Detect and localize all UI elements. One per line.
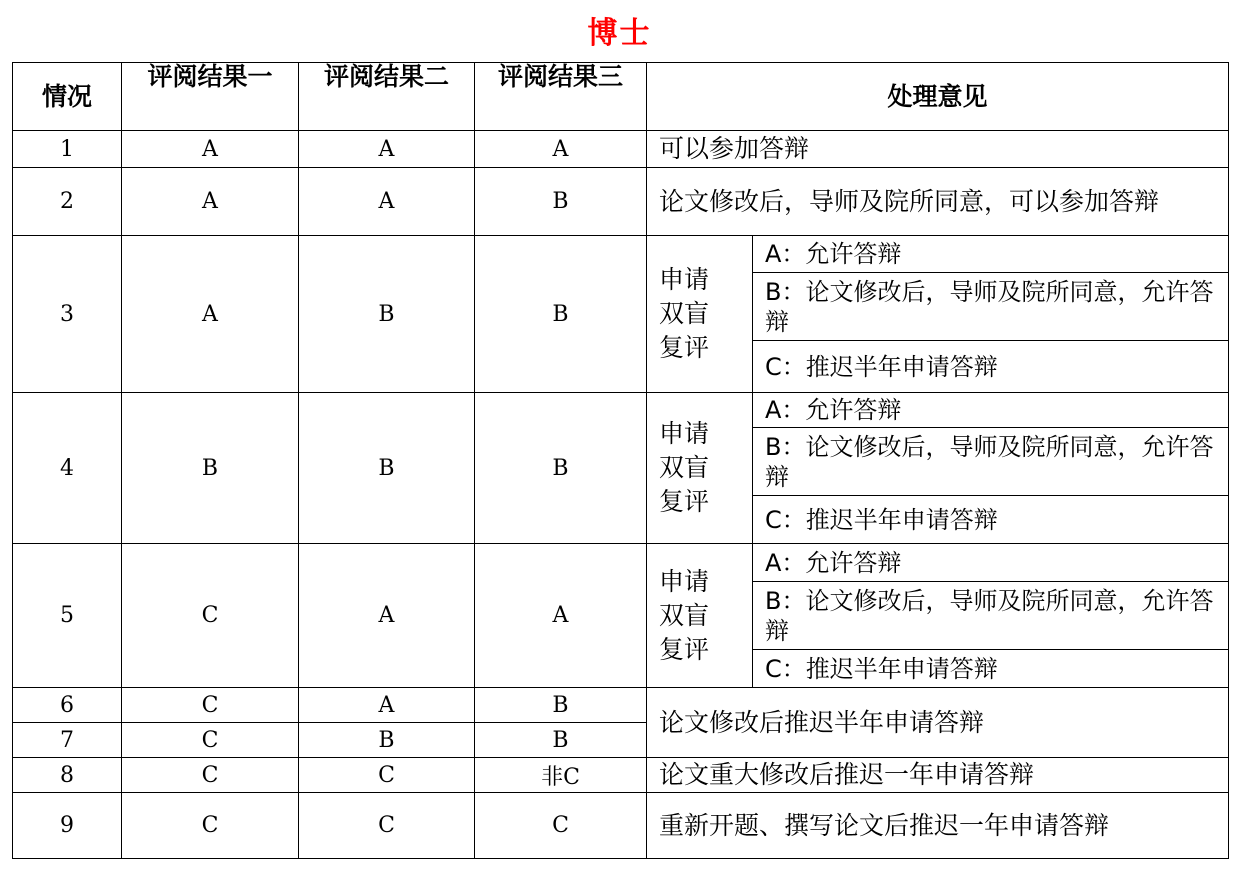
blind-review-label: 申请双盲复评 xyxy=(647,236,753,393)
cell-situation: 5 xyxy=(13,544,122,688)
table-row xyxy=(13,393,1229,428)
cell-opinion: 可以参加答辩 xyxy=(647,131,1229,168)
table-row xyxy=(13,688,1229,723)
option-b: B：论文修改后，导师及院所同意，允许答辩 xyxy=(753,273,1229,341)
cell-review-3: A xyxy=(475,544,647,688)
cell-situation: 4 xyxy=(13,393,122,544)
cell-review-2: B xyxy=(299,236,475,393)
cell-review-3: 非C xyxy=(475,758,647,793)
header-row xyxy=(13,63,1229,131)
cell-review-3: B xyxy=(475,688,647,723)
cell-review-1: C xyxy=(122,544,299,688)
table-row xyxy=(13,758,1229,793)
blind-review-label: 申请双盲复评 xyxy=(647,393,753,544)
cell-situation: 9 xyxy=(13,793,122,859)
cell-review-1: B xyxy=(122,393,299,544)
review-result-table xyxy=(12,62,1229,859)
cell-review-2: B xyxy=(299,393,475,544)
cell-opinion: 重新开题、撰写论文后推迟一年申请答辩 xyxy=(647,793,1229,859)
cell-review-2: C xyxy=(299,793,475,859)
header-review-3: 评阅结果三 xyxy=(475,63,647,131)
cell-review-3: B xyxy=(475,723,647,758)
header-situation: 情况 xyxy=(13,63,122,131)
cell-review-1: C xyxy=(122,723,299,758)
option-c: C：推迟半年申请答辩 xyxy=(753,341,1229,393)
cell-review-2: B xyxy=(299,723,475,758)
option-c: C：推迟半年申请答辩 xyxy=(753,496,1229,544)
cell-review-3: C xyxy=(475,793,647,859)
cell-opinion: 论文重大修改后推迟一年申请答辩 xyxy=(647,758,1229,793)
option-a: A：允许答辩 xyxy=(753,393,1229,428)
cell-review-1: C xyxy=(122,758,299,793)
cell-review-2: C xyxy=(299,758,475,793)
option-a: A：允许答辩 xyxy=(753,236,1229,273)
table-row xyxy=(13,793,1229,859)
cell-situation: 1 xyxy=(13,131,122,168)
option-c: C：推迟半年申请答辩 xyxy=(753,650,1229,688)
cell-review-2: A xyxy=(299,131,475,168)
table-row xyxy=(13,168,1229,236)
cell-review-1: C xyxy=(122,688,299,723)
cell-review-1: A xyxy=(122,236,299,393)
cell-review-2: A xyxy=(299,544,475,688)
cell-situation: 8 xyxy=(13,758,122,793)
cell-situation: 2 xyxy=(13,168,122,236)
header-review-1: 评阅结果一 xyxy=(122,63,299,131)
cell-review-1: A xyxy=(122,168,299,236)
table-row xyxy=(13,131,1229,168)
table-row xyxy=(13,236,1229,273)
option-b: B：论文修改后，导师及院所同意，允许答辩 xyxy=(753,428,1229,496)
cell-situation: 3 xyxy=(13,236,122,393)
cell-review-1: C xyxy=(122,793,299,859)
blind-review-label: 申请双盲复评 xyxy=(647,544,753,688)
option-b: B：论文修改后，导师及院所同意，允许答辩 xyxy=(753,582,1229,650)
table-row xyxy=(13,544,1229,582)
option-a: A：允许答辩 xyxy=(753,544,1229,582)
cell-opinion: 论文修改后推迟半年申请答辩 xyxy=(647,688,1229,758)
cell-review-1: A xyxy=(122,131,299,168)
cell-review-2: A xyxy=(299,168,475,236)
cell-review-3: A xyxy=(475,131,647,168)
cell-situation: 6 xyxy=(13,688,122,723)
cell-review-3: B xyxy=(475,168,647,236)
cell-situation: 7 xyxy=(13,723,122,758)
header-opinion: 处理意见 xyxy=(647,63,1229,131)
cell-review-3: B xyxy=(475,236,647,393)
cell-opinion: 论文修改后，导师及院所同意，可以参加答辩 xyxy=(647,168,1229,236)
header-review-2: 评阅结果二 xyxy=(299,63,475,131)
cell-review-2: A xyxy=(299,688,475,723)
page-title: 博士 xyxy=(587,16,652,51)
cell-review-3: B xyxy=(475,393,647,544)
